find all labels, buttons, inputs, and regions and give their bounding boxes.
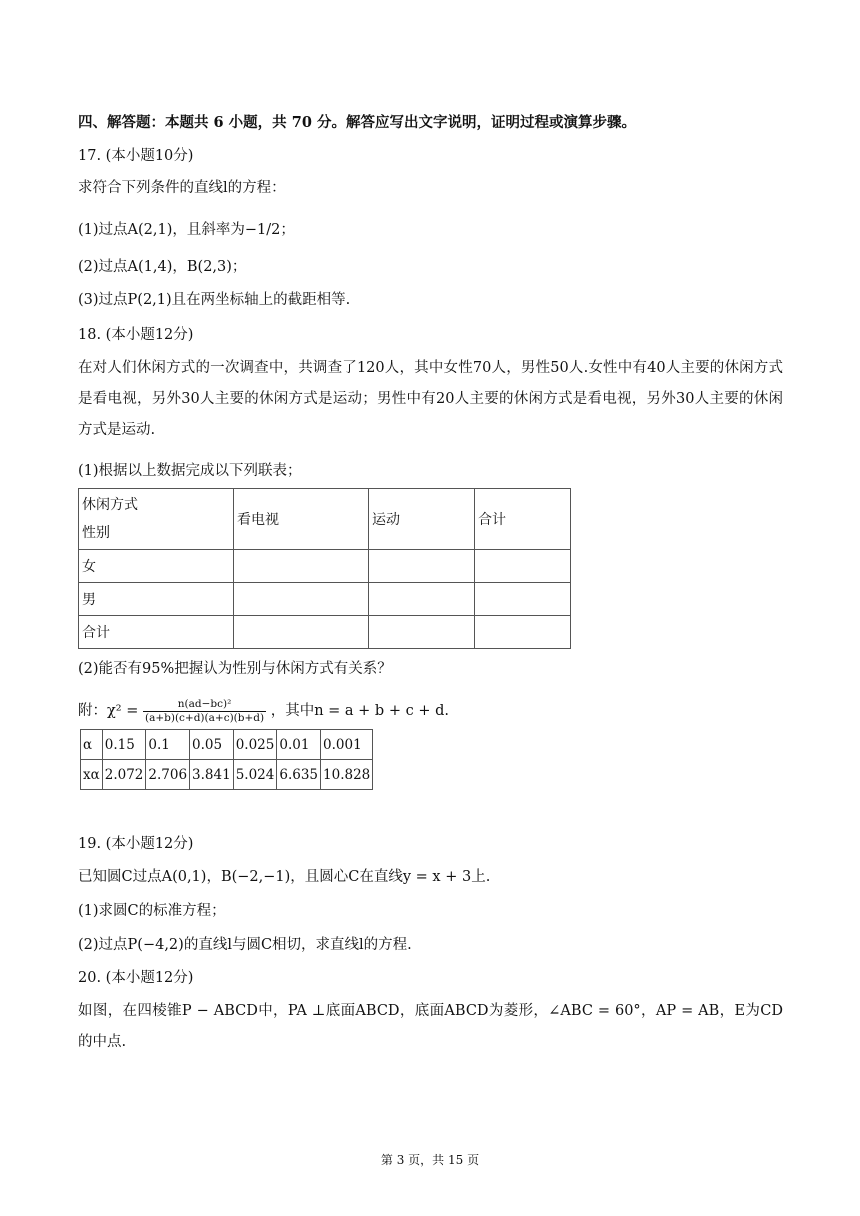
table-col-header: 合计: [475, 489, 571, 550]
table-row: [81, 730, 373, 760]
q17-number: 17. (本小题10分): [78, 148, 194, 164]
table-cell: 2.706: [146, 760, 190, 790]
q20-number: 20. (本小题12分): [78, 970, 194, 986]
table-row-label: α: [81, 730, 103, 760]
q17-part3: (3)过点P(2,1)且在两坐标轴上的截距相等.: [78, 292, 351, 308]
table-cell: [369, 583, 475, 616]
table-cell: 2.072: [102, 760, 146, 790]
table-cell: 6.635: [277, 760, 321, 790]
table-cell: 0.05: [190, 730, 234, 760]
table-row-label: 合计: [79, 616, 234, 649]
formula-numerator: n(ad−bc)²: [143, 698, 266, 712]
q19-part1: (1)求圆C的标准方程；: [78, 903, 226, 919]
table-cell: [234, 583, 369, 616]
table-col-header: 运动: [369, 489, 475, 550]
table-cell: 0.001: [321, 730, 373, 760]
formula-denominator: (a+b)(c+d)(a+c)(b+d): [144, 711, 265, 724]
table-row-label: 女: [79, 550, 234, 583]
table-cell: [234, 616, 369, 649]
formula-suffix: ，其中n = a + b + c + d.: [270, 703, 449, 719]
page-footer: 第 3 页，共 15 页: [380, 1153, 480, 1167]
contingency-table: [78, 488, 571, 649]
table-row: [79, 550, 571, 583]
table-cell: [234, 550, 369, 583]
chi-square-formula: [78, 696, 783, 726]
table-cell: 3.841: [190, 760, 234, 790]
q17-stem: 求符合下列条件的直线l的方程：: [78, 180, 286, 196]
q17-part1: (1)过点A(2,1)，且斜率为−1/2；: [78, 222, 295, 238]
table-col-header: 看电视: [234, 489, 369, 550]
table-cell: 0.025: [233, 730, 277, 760]
table-cell: 5.024: [233, 760, 277, 790]
critical-value-table: [80, 729, 373, 790]
table-row-label: 男: [79, 583, 234, 616]
table-cell: [475, 616, 571, 649]
table-cell: 0.15: [102, 730, 146, 760]
table-header-cell: 休闲方式 性别: [79, 489, 234, 550]
formula-fraction: [143, 698, 266, 725]
table-cell: 10.828: [321, 760, 373, 790]
q18-part2: (2)能否有95%把握认为性别与休闲方式有关系？: [78, 661, 392, 677]
table-cell: [475, 550, 571, 583]
table-row: [81, 760, 373, 790]
table-row: [79, 583, 571, 616]
q19-stem: 已知圆C过点A(0,1)，B(−2,−1)，且圆心C在直线y = x + 3上.: [78, 869, 491, 885]
table-cell: [475, 583, 571, 616]
formula-prefix: 附：χ² =: [78, 703, 139, 719]
table-cell: [369, 550, 475, 583]
q17-part2: (2)过点A(1,4)，B(2,3)；: [78, 259, 247, 275]
q19-number: 19. (本小题12分): [78, 836, 194, 852]
q20-stem: 如图，在四棱锥P − ABCD中，PA ⊥底面ABCD，底面ABCD为菱形，∠ABC = 60°，AP = AB，E为CD的中点.: [78, 1003, 783, 1050]
table-cell: [369, 616, 475, 649]
table-cell: 0.1: [146, 730, 190, 760]
q18-stem: 在对人们休闲方式的一次调查中，共调查了120人，其中女性70人，男性50人.女性中有40人主要的休闲方式是看电视，另外30人主要的休闲方式是运动；男性中有20人主要的休闲方式是看电视，另外30人主要的休闲方式是运动.: [78, 360, 783, 438]
table-cell: 0.01: [277, 730, 321, 760]
section-header: 四、解答题：本题共 6 小题，共 70 分。解答应写出文字说明，证明过程或演算步骤。: [78, 114, 636, 131]
table-row: [79, 616, 571, 649]
q19-part2: (2)过点P(−4,2)的直线l与圆C相切，求直线l的方程.: [78, 937, 412, 953]
q18-part1: (1)根据以上数据完成以下列联表；: [78, 463, 302, 479]
q18-number: 18. (本小题12分): [78, 327, 194, 343]
table-row-label: xα: [81, 760, 103, 790]
